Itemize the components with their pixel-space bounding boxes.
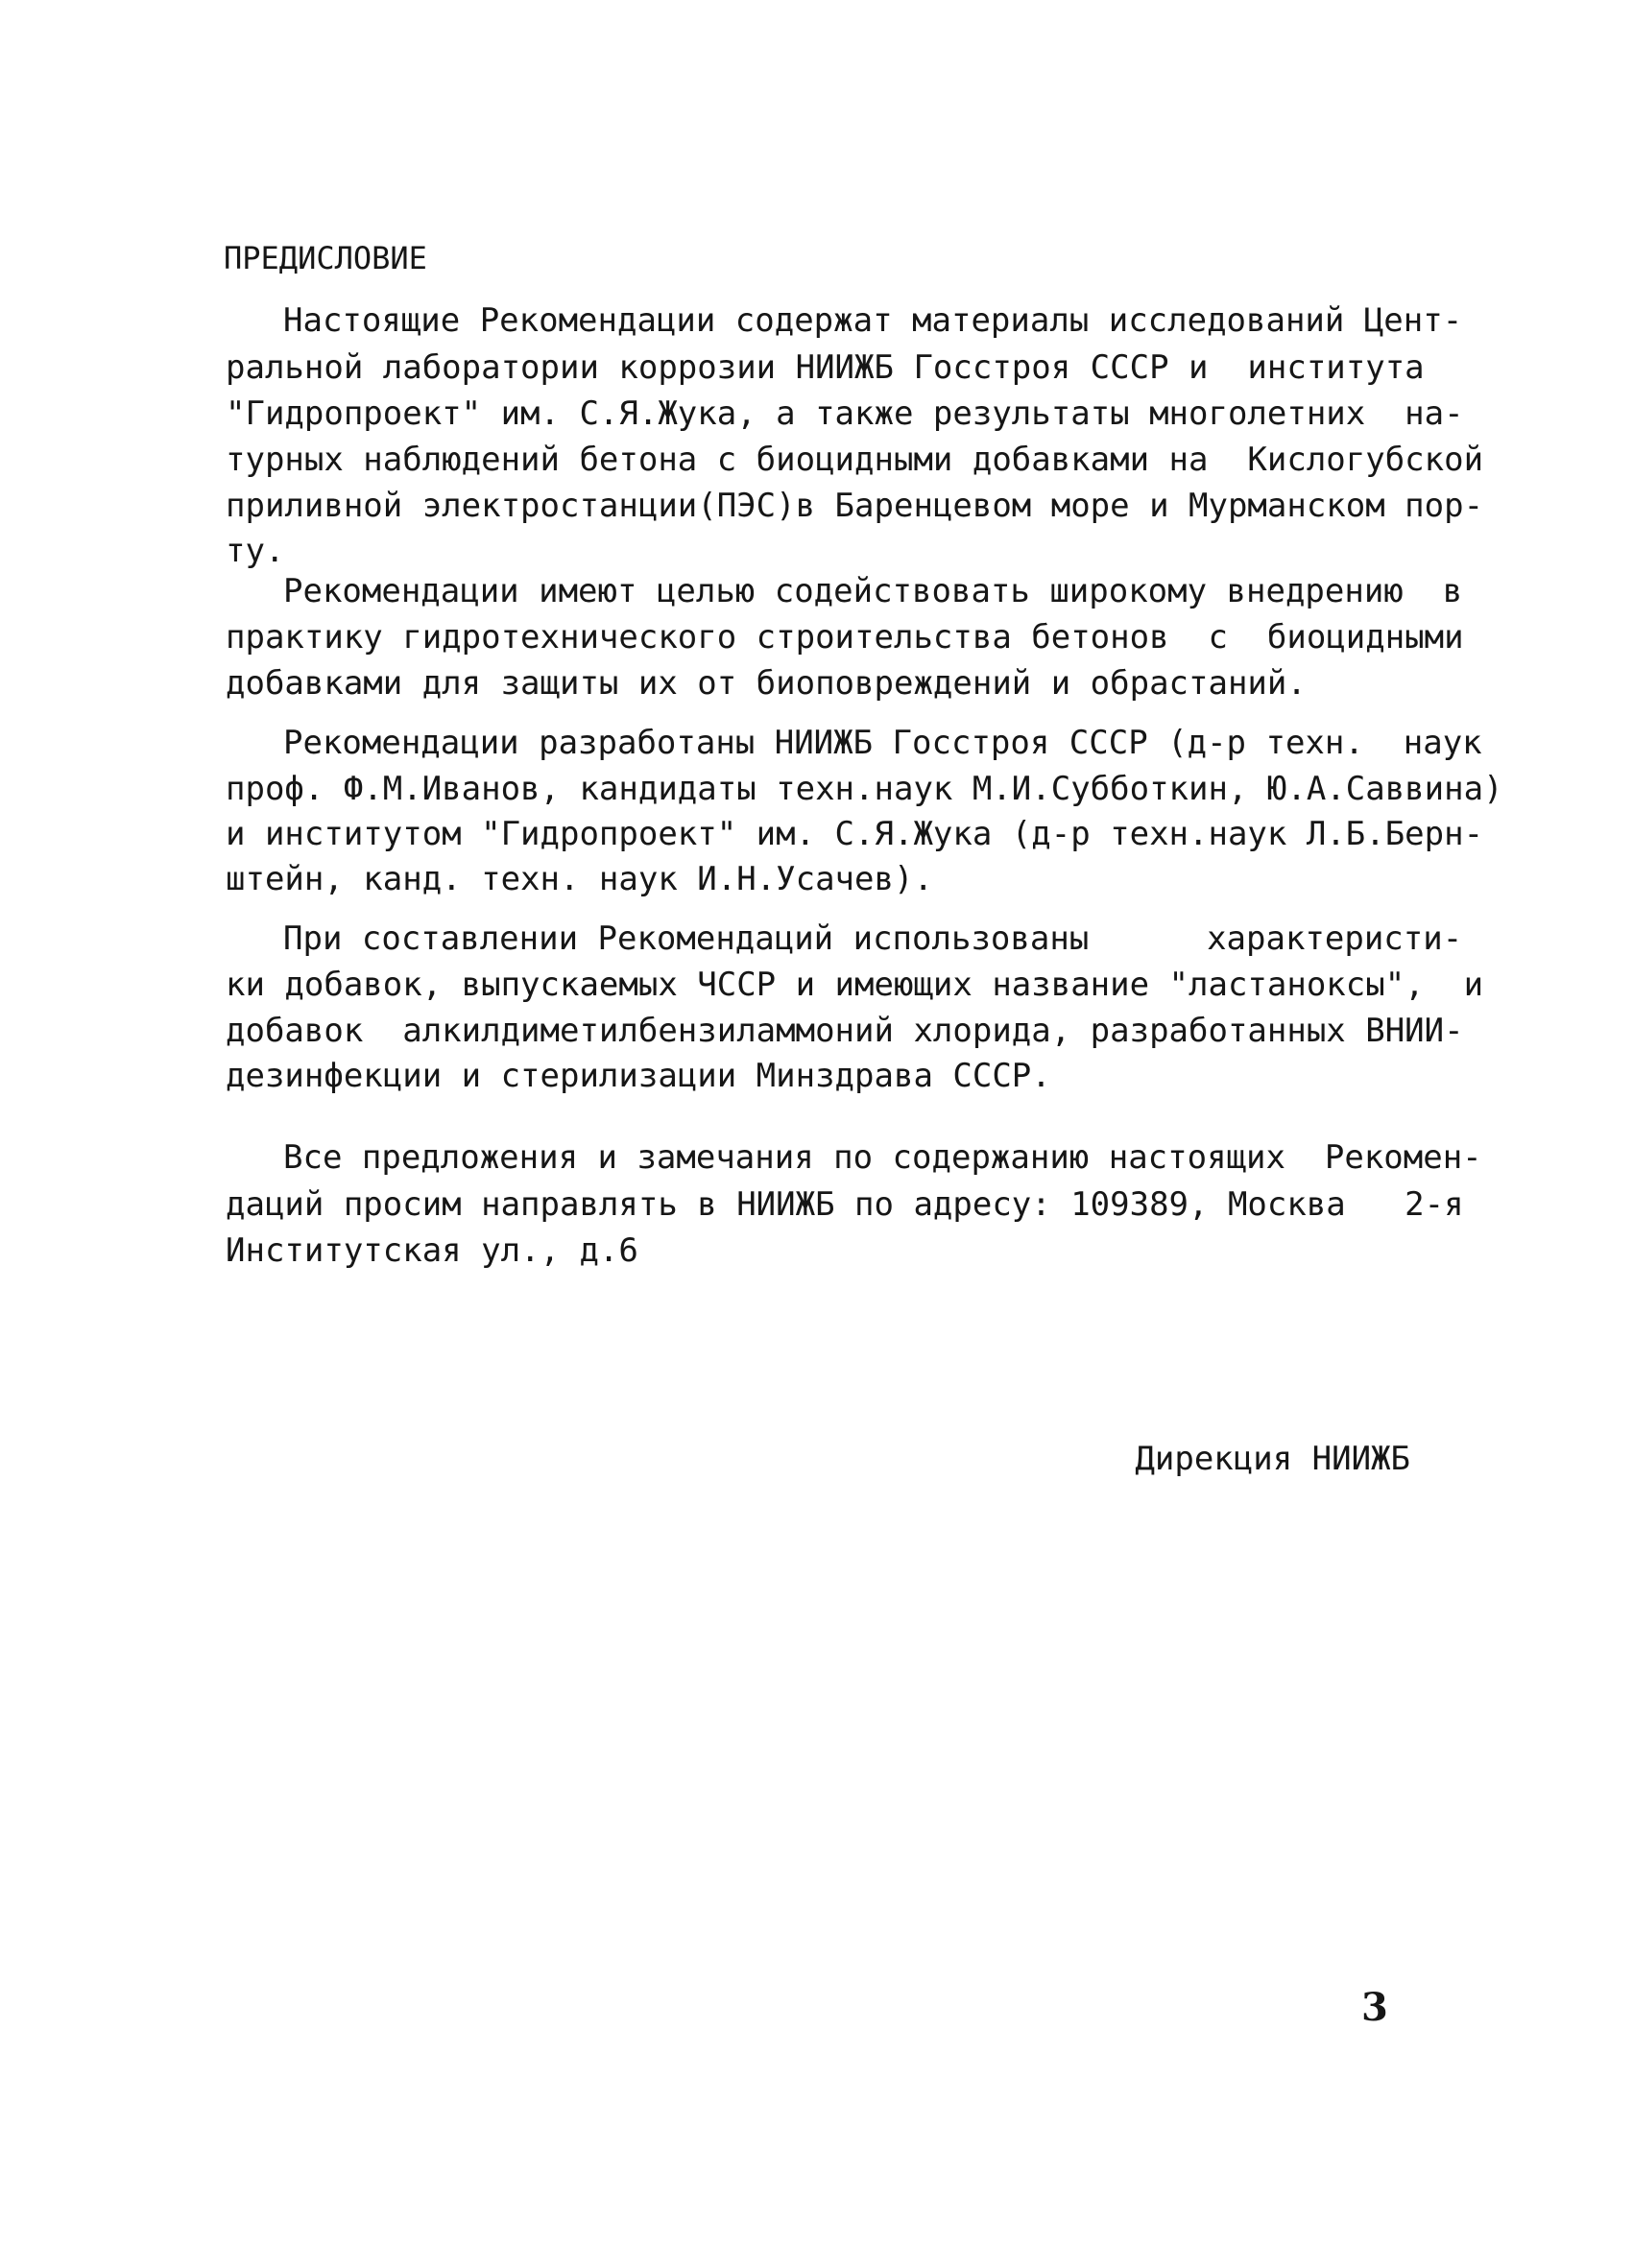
paragraph-4-line-2: ки добавок, выпускаемых ЧССР и имеющих название "ластаноксы", и <box>226 966 1484 1004</box>
paragraph-1-line-2: ральной лаборатории коррозии НИИЖБ Госстроя СССР и института <box>226 348 1425 387</box>
paragraph-1-line-1: Настоящие Рекомендации содержат материалы исследований Цент- <box>283 301 1463 340</box>
paragraph-4-line-4: дезинфекции и стерилизации Минздрава СССР. <box>226 1057 1051 1095</box>
paragraph-1-line-3: "Гидропроект" им. С.Я.Жука, а также результаты многолетних на- <box>226 394 1464 433</box>
paragraph-2-line-3: добавками для защиты их от биоповреждений и обрастаний. <box>226 664 1307 703</box>
paragraph-5-line-2: даций просим направлять в НИИЖБ по адресу: 109389, Москва 2-я <box>226 1185 1464 1224</box>
paragraph-5-line-3: Институтская ул., д.6 <box>226 1231 638 1270</box>
signature: Дирекция НИИЖБ <box>1135 1440 1410 1478</box>
paragraph-4-line-1: При составлении Рекомендаций использованы характеристи- <box>283 919 1463 958</box>
paragraph-1-line-4: турных наблюдений бетона с биоцидными добавками на Кислогубской <box>226 441 1484 479</box>
paragraph-4-line-3: добавок алкилдиметилбензиламмоний хлорида, разработанных ВНИИ- <box>226 1012 1464 1050</box>
paragraph-3-line-1: Рекомендации разработаны НИИЖБ Госстроя СССР (д-р техн. наук <box>283 724 1482 762</box>
section-heading: ПРЕДИСЛОВИЕ <box>224 240 427 276</box>
paragraph-2-line-1: Рекомендации имеют целью содействовать широкому внедрению в <box>283 572 1463 610</box>
paragraph-5-line-1: Все предложения и замечания по содержанию настоящих Рекомен- <box>283 1138 1482 1177</box>
paragraph-2-line-2: практику гидротехнического строительства бетонов с биоцидными <box>226 618 1464 657</box>
paragraph-3-line-4: штейн, канд. техн. наук И.Н.Усачев). <box>226 860 933 898</box>
paragraph-1-line-6: ту. <box>226 532 285 570</box>
paragraph-3-line-3: и институтом "Гидропроект" им. С.Я.Жука (д-р техн.наук Л.Б.Берн- <box>226 815 1484 853</box>
paragraph-1-line-5: приливной электростанции(ПЭС)в Баренцевом море и Мурманском пор- <box>226 487 1484 525</box>
paragraph-3-line-2: проф. Ф.М.Иванов, кандидаты техн.наук М.И.Субботкин, Ю.А.Саввина) <box>226 770 1503 808</box>
page-number: 3 <box>1361 1985 1388 2030</box>
